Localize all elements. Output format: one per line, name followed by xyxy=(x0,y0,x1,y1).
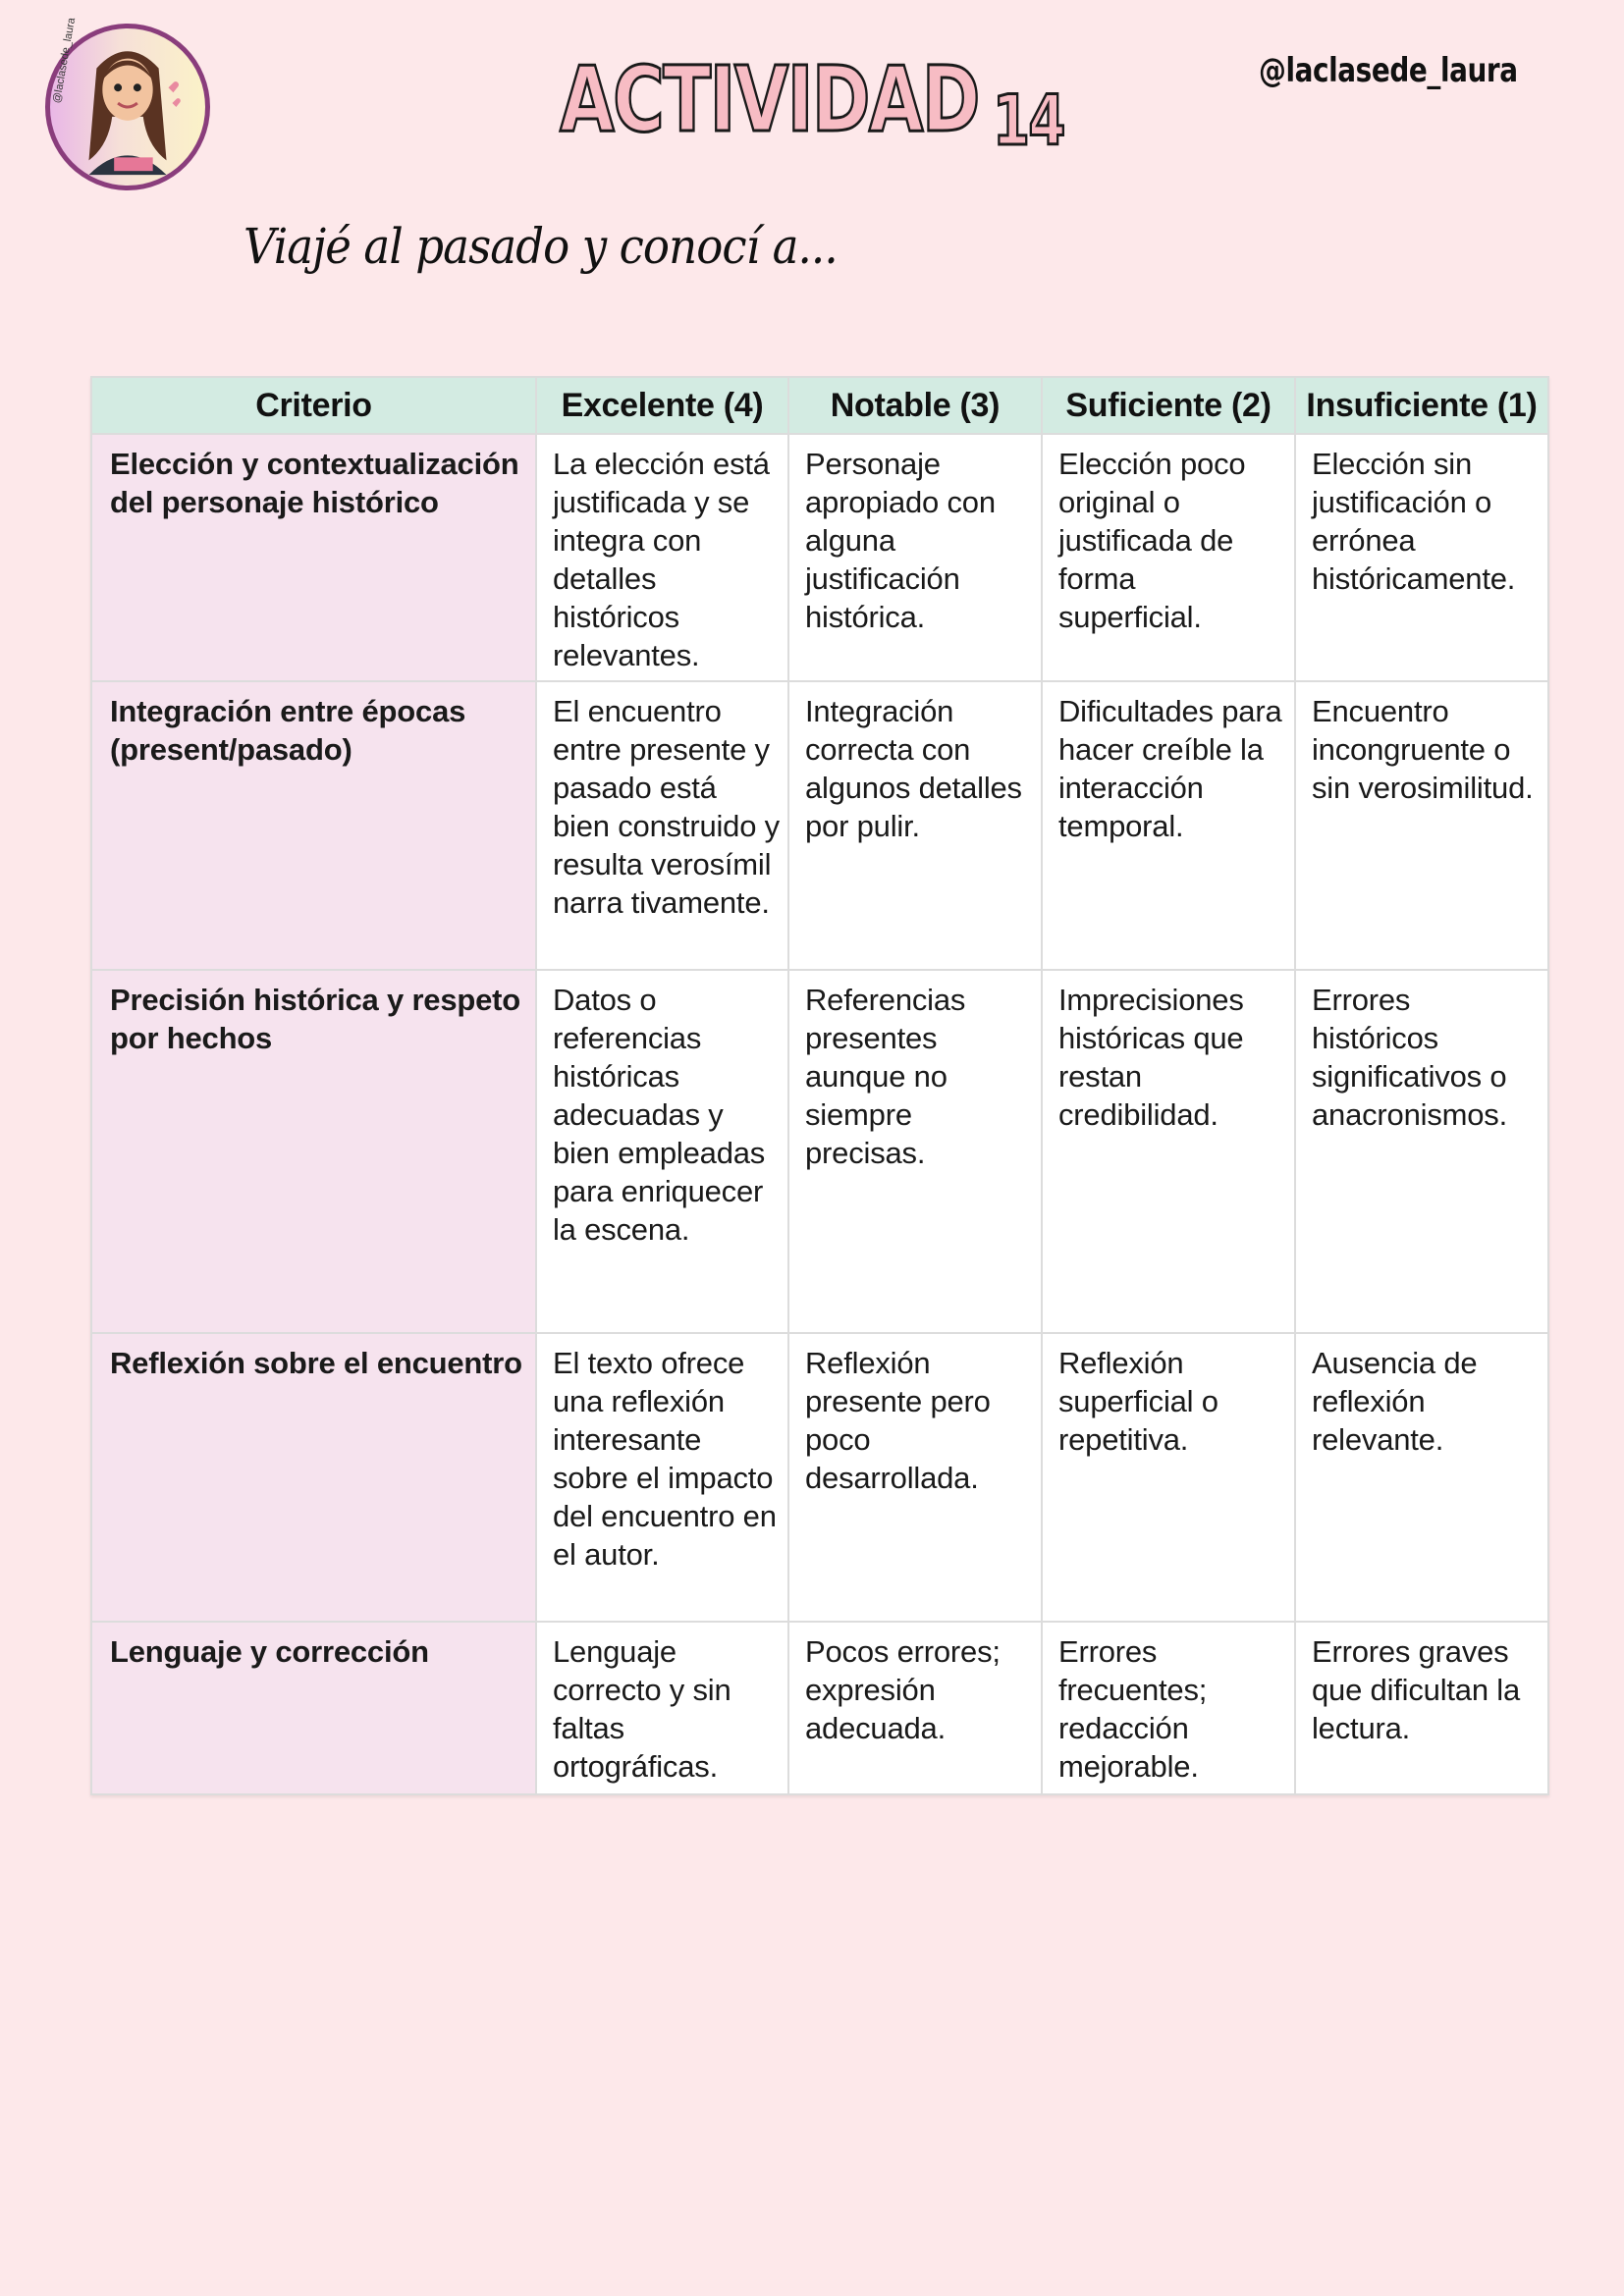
level-suficiente-cell: Imprecisiones históricas que restan credibilidad. xyxy=(1042,970,1295,1333)
criterion-cell: Lenguaje y corrección xyxy=(91,1622,536,1794)
title-word: ACTIVIDAD xyxy=(560,47,979,152)
level-notable-cell: Pocos errores; expresión adecuada. xyxy=(788,1622,1042,1794)
criterion-cell: Reflexión sobre el encuentro xyxy=(91,1333,536,1622)
level-notable-cell: Integración correcta con algunos detalles por pulir. xyxy=(788,681,1042,970)
level-insuficiente-cell: Encuentro incongruente o sin verosimilitud. xyxy=(1295,681,1548,970)
page-title xyxy=(179,47,1445,161)
author-handle: @laclasede_laura xyxy=(1259,51,1518,90)
level-insuficiente-cell: Ausencia de reflexión relevante. xyxy=(1295,1333,1548,1622)
level-insuficiente-cell: Elección sin justificación o errónea históricamente. xyxy=(1295,434,1548,681)
table-row xyxy=(91,970,1548,1333)
level-suficiente-cell: Errores frecuentes; redacción mejorable. xyxy=(1042,1622,1295,1794)
criterion-cell: Integración entre épocas (present/pasado) xyxy=(91,681,536,970)
table-row xyxy=(91,434,1548,681)
criterion-cell: Elección y contextualización del personaje histórico xyxy=(91,434,536,681)
header-notable: Notable (3) xyxy=(788,377,1042,434)
level-excelente-cell: El texto ofrece una reflexión interesante sobre el impacto del encuentro en el autor. xyxy=(536,1333,788,1622)
table-row xyxy=(91,1622,1548,1794)
header-criterio: Criterio xyxy=(91,377,536,434)
table-row xyxy=(91,681,1548,970)
rubric-header-row xyxy=(91,377,1548,434)
header-excelente: Excelente (4) xyxy=(536,377,788,434)
table-row xyxy=(91,1333,1548,1622)
level-excelente-cell: Lenguaje correcto y sin faltas ortográficas. xyxy=(536,1622,788,1794)
level-excelente-cell: Datos o referencias históricas adecuadas y bien empleadas para enriquecer la escena. xyxy=(536,970,788,1333)
title-number: 14 xyxy=(992,80,1064,161)
level-suficiente-cell: Dificultades para hacer creíble la interacción temporal. xyxy=(1042,681,1295,970)
level-insuficiente-cell: Errores graves que dificultan la lectura. xyxy=(1295,1622,1548,1794)
header-insuficiente: Insuficiente (1) xyxy=(1295,377,1548,434)
header-suficiente: Suficiente (2) xyxy=(1042,377,1295,434)
level-excelente-cell: La elección está justificada y se integra con detalles históricos relevantes. xyxy=(536,434,788,681)
avatar-watermark: @laclasede_laura xyxy=(51,17,79,105)
level-notable-cell: Reflexión presente pero poco desarrollada. xyxy=(788,1333,1042,1622)
criterion-cell: Precisión histórica y respeto por hechos xyxy=(91,970,536,1333)
level-insuficiente-cell: Errores históricos significativos o anacronismos. xyxy=(1295,970,1548,1333)
level-notable-cell: Personaje apropiado con alguna justificación histórica. xyxy=(788,434,1042,681)
level-notable-cell: Referencias presentes aunque no siempre precisas. xyxy=(788,970,1042,1333)
rubric-table xyxy=(90,376,1549,1795)
level-excelente-cell: El encuentro entre presente y pasado está bien construido y resulta verosímil narra tivamente. xyxy=(536,681,788,970)
activity-prompt: Viajé al pasado y conocí a... xyxy=(244,218,838,275)
level-suficiente-cell: Elección poco original o justificada de forma superficial. xyxy=(1042,434,1295,681)
level-suficiente-cell: Reflexión superficial o repetitiva. xyxy=(1042,1333,1295,1622)
